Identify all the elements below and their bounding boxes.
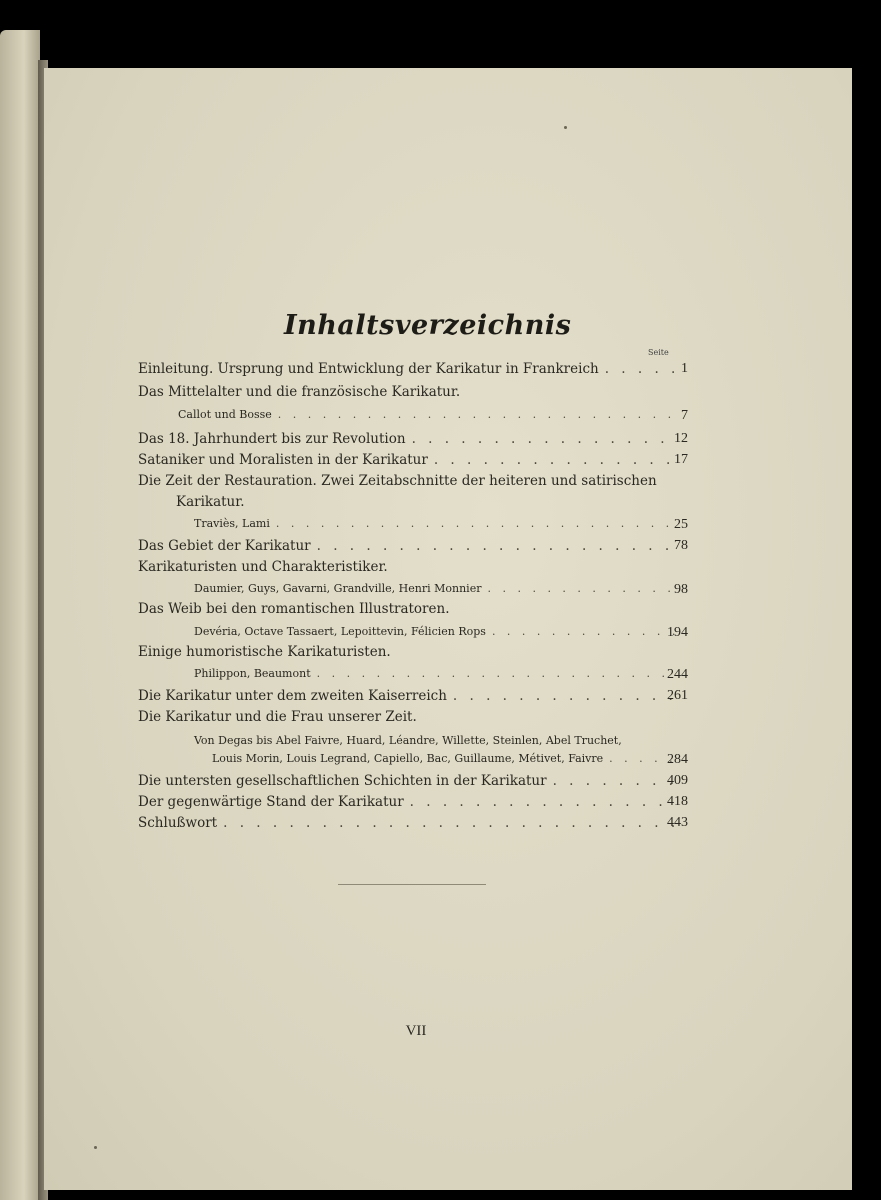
toc-entry-label: Louis Morin, Louis Legrand, Capiello, Bac, Guillaume, Métivet, Faivre (212, 752, 604, 765)
toc-entry-label: Traviès, Lami (194, 517, 270, 530)
toc-entry (138, 794, 688, 816)
toc-entry (138, 688, 688, 710)
leader-dots (605, 361, 676, 377)
toc-subentry (194, 517, 688, 539)
toc-entry (138, 538, 688, 560)
leader-dots (453, 688, 676, 704)
toc-entry-label: Callot und Bosse (178, 408, 272, 421)
toc-subentry (212, 752, 688, 774)
toc-heading-continued: Karikatur. (176, 494, 245, 510)
toc-entry-label: Die untersten gesellschaftlichen Schichten in der Karikatur (138, 773, 547, 789)
toc-entry-label: Philippon, Beaumont (194, 667, 311, 680)
leader-dots (276, 517, 676, 530)
toc-page-number: 12 (674, 431, 688, 446)
toc-entry-label: Das 18. Jahrhundert bis zur Revolution (138, 431, 406, 447)
toc-page-number: 7 (681, 408, 688, 423)
toc-page-number: 418 (667, 794, 688, 809)
toc-heading: Die Karikatur und die Frau unserer Zeit. (138, 709, 417, 725)
toc-page-number: 409 (667, 773, 688, 788)
page-speck (564, 126, 567, 129)
page-folio: VII (405, 1023, 427, 1039)
toc-subentry (178, 408, 688, 430)
toc-entry (138, 431, 688, 453)
leader-dots (317, 538, 676, 554)
leader-dots (317, 667, 676, 680)
page-speck (94, 1146, 97, 1149)
toc-heading: Einige humoristische Karikaturisten. (138, 644, 391, 660)
toc-entry (138, 815, 688, 837)
toc-entry (138, 452, 688, 474)
toc-entry-label: Das Gebiet der Karikatur (138, 538, 311, 554)
toc-page-number: 443 (667, 815, 688, 830)
leader-dots (492, 625, 676, 638)
toc-entry-label: Einleitung. Ursprung und Entwicklung der Karikatur in Frankreich (138, 361, 599, 377)
toc-page-number: 17 (674, 452, 688, 467)
toc-page-number: 284 (667, 752, 688, 767)
leader-dots (553, 773, 676, 789)
toc-heading: Die Zeit der Restauration. Zwei Zeitabschnitte der heiteren und satirischen (138, 473, 657, 489)
toc-page-number: 244 (667, 667, 688, 682)
leader-dots (278, 408, 676, 421)
toc-entry-label: Schlußwort (138, 815, 218, 831)
page-column-label: Seite (648, 348, 669, 357)
toc-page-number: 25 (674, 517, 688, 532)
book-page (44, 68, 852, 1190)
toc-subentry (194, 667, 688, 689)
toc-entry-label: Der gegenwärtige Stand der Karikatur (138, 794, 404, 810)
toc-page-number: 78 (674, 538, 688, 553)
toc-page-number: 1 (681, 361, 688, 376)
toc-page-number: 98 (674, 582, 688, 597)
leader-dots (609, 752, 676, 765)
leader-dots (487, 582, 676, 595)
leader-dots (410, 794, 676, 810)
toc-heading: Das Mittelalter und die französische Karikatur. (138, 384, 461, 400)
toc-entry-label: Daumier, Guys, Gavarni, Grandville, Henri Monnier (194, 582, 482, 595)
section-divider (338, 884, 486, 885)
leader-dots (434, 452, 676, 468)
leader-dots (412, 431, 676, 447)
left-page-edge (0, 30, 40, 1200)
toc-entry-label: Devéria, Octave Tassaert, Lepoittevin, Félicien Rops (194, 625, 486, 638)
toc-heading: Karikaturisten und Charakteristiker. (138, 559, 388, 575)
toc-entry (138, 773, 688, 795)
toc-entry-label: Die Karikatur unter dem zweiten Kaiserreich (138, 688, 447, 704)
leader-dots (223, 815, 676, 831)
toc-subentry-line: Von Degas bis Abel Faivre, Huard, Léandre, Willette, Steinlen, Abel Truchet, (194, 734, 622, 747)
toc-page-number: 261 (667, 688, 688, 703)
page-title: Inhaltsverzeichnis (284, 310, 572, 341)
toc-entry (138, 361, 688, 383)
toc-heading: Das Weib bei den romantischen Illustratoren. (138, 601, 450, 617)
toc-page-number: 194 (667, 625, 688, 640)
toc-entry-label: Sataniker und Moralisten in der Karikatur (138, 452, 428, 468)
